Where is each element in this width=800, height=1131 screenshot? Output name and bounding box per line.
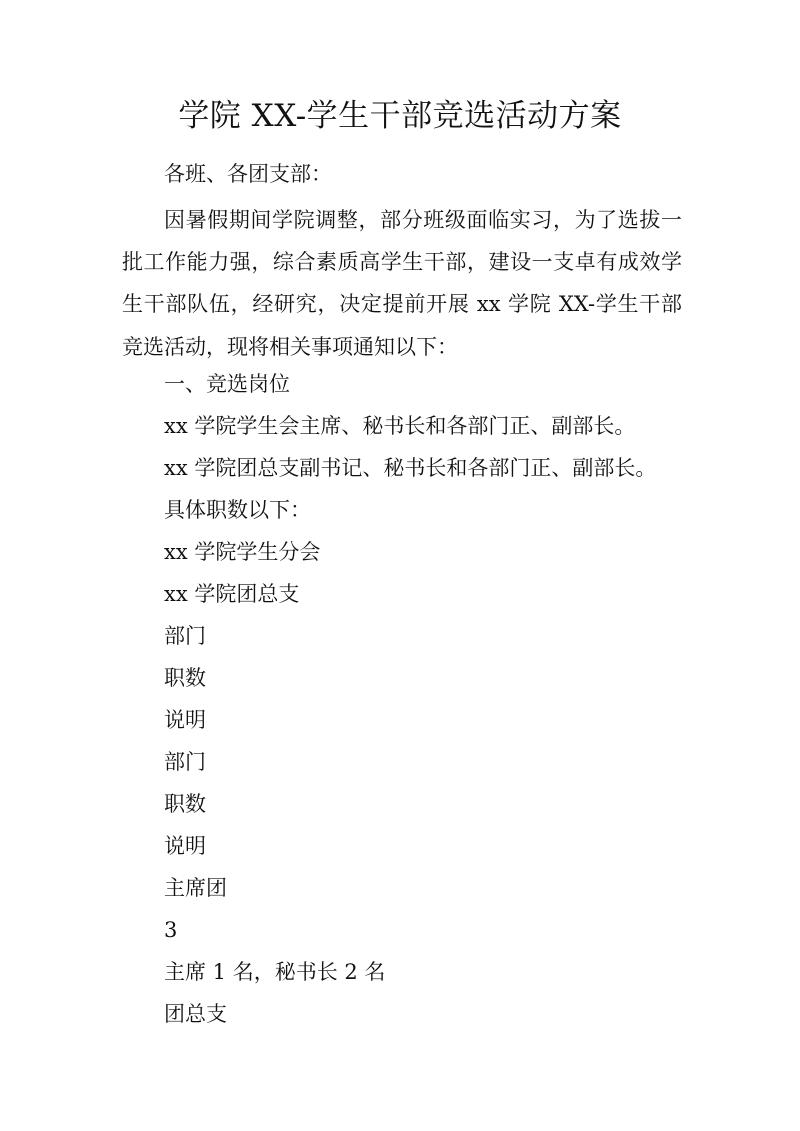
table-header-count-2: 职数 <box>164 792 206 816</box>
table-cell-department-league-branch: 团总支 <box>164 1002 227 1026</box>
table-header-note: 说明 <box>164 708 206 732</box>
table-header-note-2: 说明 <box>164 834 206 858</box>
table-header-department-2: 部门 <box>164 750 206 774</box>
position-item-student-union: xx 学院学生会主席、秘书长和各部门正、副部长。 <box>164 414 636 438</box>
table-header-count: 职数 <box>164 666 206 690</box>
details-intro: 具体职数以下： <box>164 498 311 522</box>
table-cell-count-presidium: 3 <box>164 918 178 942</box>
document-title: 学院 XX-学生干部竞选活动方案 <box>178 98 622 134</box>
table-cell-department-presidium: 主席团 <box>164 876 227 900</box>
org-name-student-union: xx 学院学生分会 <box>164 540 321 564</box>
table-cell-note-presidium: 主席 1 名，秘书长 2 名 <box>164 960 386 984</box>
section-heading-positions: 一、竞选岗位 <box>164 372 290 396</box>
salutation: 各班、各团支部： <box>164 162 332 186</box>
table-header-department: 部门 <box>164 624 206 648</box>
intro-paragraph: 因暑假期间学院调整，部分班级面临实习，为了选拔一批工作能力强，综合素质高学生干部，建设一支卓有成效学生干部队伍，经研究，决定提前开展 xx 学院 XX-学生干部竞选活动，现将相关事项通知以下： <box>122 208 682 359</box>
position-item-league-branch: xx 学院团总支副书记、秘书长和各部门正、副部长。 <box>164 456 657 480</box>
org-name-league-branch: xx 学院团总支 <box>164 582 300 606</box>
